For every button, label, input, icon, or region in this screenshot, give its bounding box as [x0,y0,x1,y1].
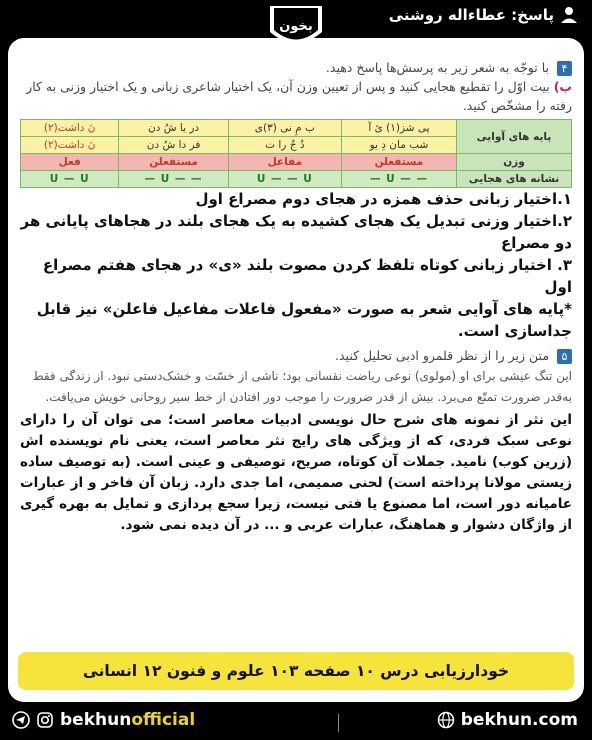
table-cell: U — — U [228,171,341,188]
answer-5-text: این نثر از نمونه های شرح حال نویسی ادبیات معاصر است؛ می توان آن را دارای نوعی سبک فردی، که از ویژگی های رایج نثر معاصر است، یعنی نام نویسنده اش (زرین کوب) نامید. جملات آن کوتاه، صریح، توصیفی و عینی است. (به توصیف ساده زیستی مولانا پرداخته است) لحنی صمیمی، اما جدی دارد. زبان آن فاخر و از عبارات عامیانه دور است، اما مصنوع یا فتی نیست، زیرا سجع پردازی و تمایل به بهره گیری از واژگان دشوار و هماهنگ، عبارات عربی و ... در آن دیده نمی شود. [20,412,572,533]
table-row [21,154,572,171]
meter-table [20,119,572,188]
question-4-part [20,77,572,115]
question-4-instruction [20,58,572,77]
table-cell: U — U [21,171,119,188]
answer-4-line: ۲.اختیار وزنی تبدیل یک هجای کشیده به یک هجای بلند در هجاهای پایانی هر دو مصراع [20,212,572,252]
answer-author-label [389,6,578,24]
instagram-icon[interactable] [36,711,54,729]
question-4-text: با توجّه به شعر زیر به پرسش‌ها پاسخ دهید. [325,60,550,75]
question-5-text: متن زیر را از نظر قلمرو ادبی تحلیل کنید. [335,348,550,363]
table-cell: — — U — [119,171,228,188]
website-link[interactable] [437,710,578,730]
user-icon [560,6,578,24]
content-card [8,38,584,702]
part-letter: ب) [553,79,572,94]
table-cell: نَ داشت(۲) [21,137,119,154]
table-head-cell: پایه های آوایی [457,120,572,154]
content-body [20,58,572,536]
question-number-badge: ۴ [557,61,572,76]
handle-text: bekhunofficial [60,710,196,730]
answer-4-line: ۱.اختیار زبانی حذف همزه در هجای دوم مصراع اول [195,190,572,208]
table-cell: در یا شُ دن [119,120,228,137]
table-cell: ب مِ نی (۳)ی [228,120,341,137]
answer-author-text: پاسخ: عطاءاله روشنی [388,6,554,24]
footer-bar [0,704,592,740]
table-head-cell: نشانه های هجایی [457,171,572,188]
social-handle[interactable] [12,710,195,730]
table-cell: مستفعلن [119,154,228,171]
part-text: بیت اوّل را تقطیع هجایی کنید و پس از تعیین وزن آن، یک اختیار شاعری زبانی و یک اختیار وزنی به کار رفته را مشخّص کنید. [26,79,572,113]
table-cell: دُ جُ را ت [228,137,341,154]
banner-text: خودارزیابی درس ۱۰ صفحه ۱۰۳ علوم و فنون ۱۲ انسانی [82,662,510,680]
table-head-cell: وزن [457,154,572,171]
footer-divider [338,714,339,732]
telegram-icon[interactable] [12,711,30,729]
answer-4-line: *پایه های آوایی شعر به صورت «مفعول فاعلات مفاعیل فاعلن» نیز قابل جداسازی است. [36,300,572,340]
lesson-banner [18,652,574,690]
question-5-instruction [20,348,572,364]
table-cell: نَ داشت(۲) [21,120,119,137]
table-cell: مستفعلن [341,154,456,171]
logo-text: بخون [279,19,313,34]
question-5-passage: این تنگ عیشی برای او (مولوی) نوعی ریاضت نفسانی بود؛ ناشی از خسّت و خشک‌دستی نبود. از زندگی فقط به‌قدر ضرورت تمتّع می‌برد. بیش از قدر ضرورت را موجب دور افتادن از خط سیر روحانی خویش می‌یافت. [32,369,572,404]
table-row [21,171,572,188]
bekhun-logo-icon [264,2,328,54]
table-cell: — — U — [341,171,456,188]
table-cell: مفاعل [228,154,341,171]
website-text: bekhun.com [460,710,578,730]
question-number-badge: ۵ [557,349,572,364]
table-cell: فر دا شُ دن [119,137,228,154]
table-row [21,120,572,137]
answer-4-line: ۳. اختیار زبانی کوتاه تلفظ کردن مصوت بلند «ی» در هجای هفتم مصراع اول [42,256,572,296]
table-cell: پی شز(۱) ئ آ [341,120,456,137]
table-cell: شب مان دِ یو [341,137,456,154]
table-cell: فعل [21,154,119,171]
globe-icon [437,711,455,729]
